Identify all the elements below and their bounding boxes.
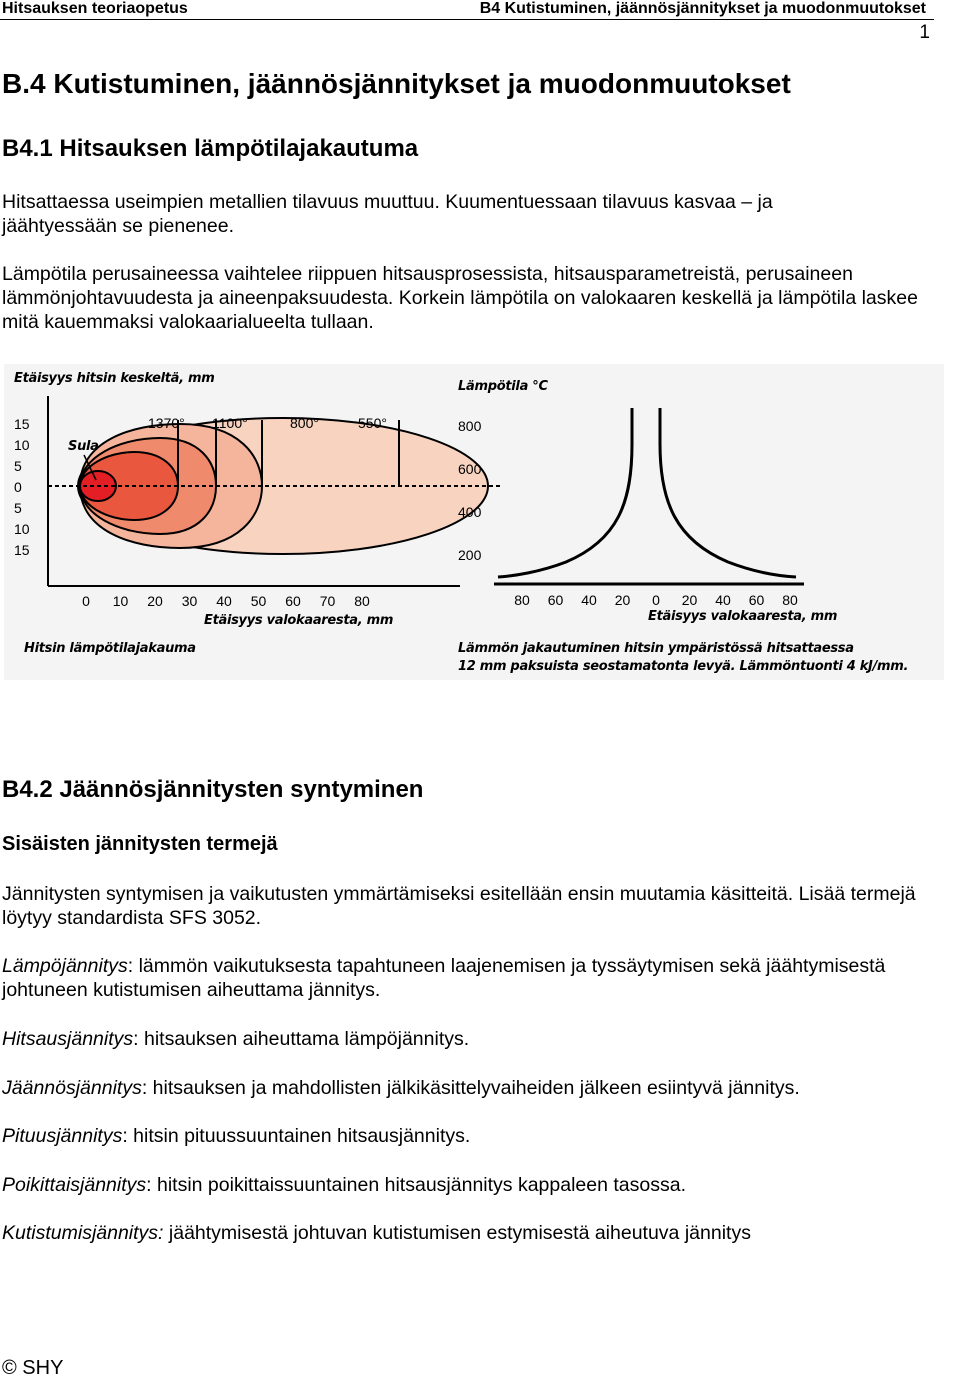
term-text: : hitsin pituussuuntainen hitsausjännitys. (122, 1125, 471, 1147)
section2-heading: B4.2 Jäännösjännitysten syntyminen (2, 776, 424, 803)
right-caption-line1: Lämmön jakautuminen hitsin ympäristössä hitsattaessa (458, 641, 854, 656)
term-name: Jäännösjännitys (2, 1077, 142, 1099)
right-x-tick: 0 (652, 592, 660, 608)
term-text: jäähtymisestä johtuvan kutistumisen estymisestä aiheutuva jännitys (163, 1222, 751, 1244)
left-x-ticks (82, 593, 370, 609)
term-definition (2, 1173, 952, 1197)
right-y-tick: 800 (458, 418, 482, 434)
page-number: 1 (919, 22, 930, 43)
left-y-tick: 5 (14, 500, 22, 516)
term-name: Hitsausjännitys (2, 1028, 134, 1050)
right-caption-line2: 12 mm paksuista seostamatonta levyä. Lämmöntuonti 4 kJ/mm. (458, 659, 909, 674)
section2-intro: Jännitysten syntymisen ja vaikutusten ymmärtämiseksi esitellään ensin muutamia käsitteitä. Lisää termejä löytyy standardista SFS 3052. (2, 883, 916, 929)
left-x-tick: 10 (112, 593, 129, 609)
term-text: : hitsin poikittaissuuntainen hitsausjännitys kappaleen tasossa. (146, 1174, 686, 1196)
right-x-axis-title: Etäisyys valokaaresta, mm (648, 609, 838, 624)
figure (0, 362, 960, 682)
left-x-axis-title: Etäisyys valokaaresta, mm (204, 613, 394, 628)
right-y-axis-title: Lämpötila °C (458, 379, 548, 394)
section2-subheading: Sisäisten jännitysten termejä (2, 833, 278, 855)
left-x-tick: 20 (147, 593, 163, 609)
term-definition (2, 1124, 952, 1148)
zone-label: 550° (358, 415, 387, 431)
term-definition (2, 1221, 952, 1245)
term-definition (2, 954, 952, 1002)
figure-svg (0, 362, 960, 682)
left-x-tick: 30 (181, 593, 198, 609)
header-right: B4 Kutistuminen, jäännösjännitykset ja muodonmuutokset (479, 0, 926, 17)
melt-label: Sula (68, 439, 99, 454)
term-definition (2, 1027, 952, 1051)
right-x-tick: 20 (614, 592, 631, 608)
left-x-tick: 60 (285, 593, 301, 609)
left-caption: Hitsin lämpötilajakauma (24, 641, 196, 656)
left-x-tick: 80 (354, 593, 370, 609)
term-name: Poikittaisjännitys (2, 1174, 147, 1196)
right-x-tick: 40 (581, 592, 597, 608)
term-name: Lämpöjännitys (2, 955, 128, 977)
right-y-tick: 400 (458, 504, 482, 520)
term-definition (2, 1076, 952, 1100)
left-y-tick: 5 (14, 458, 22, 474)
left-y-tick: 15 (14, 416, 30, 432)
term-text: : hitsauksen ja mahdollisten jälkikäsittelyvaiheiden jälkeen esiintyvä jännitys. (141, 1077, 800, 1099)
header-rule (0, 19, 934, 20)
right-x-tick: 40 (715, 592, 731, 608)
left-y-axis-title: Etäisyys hitsin keskeltä, mm (14, 371, 215, 386)
zone-label: 800° (290, 415, 319, 431)
left-x-tick: 50 (250, 593, 267, 609)
left-y-tick: 10 (14, 437, 30, 453)
term-text: : lämmön vaikutuksesta tapahtuneen laajenemisen ja tyssäytymisen sekä jäähtymisestä johtuneen kutistumisen aiheuttama jännitys. (2, 955, 886, 1001)
right-x-tick: 20 (681, 592, 698, 608)
left-y-tick: 10 (14, 521, 30, 537)
left-x-tick: 40 (216, 593, 232, 609)
footer-copyright: © SHY (2, 1357, 64, 1379)
term-name: Pituusjännitys (2, 1125, 123, 1147)
left-x-tick: 70 (319, 593, 336, 609)
zone-label: 1370° (148, 415, 185, 431)
right-x-tick: 60 (748, 592, 765, 608)
section1-heading: B4.1 Hitsauksen lämpötilajakautuma (2, 135, 419, 162)
right-x-ticks (514, 592, 798, 608)
page-title: B.4 Kutistuminen, jäännösjännitykset ja muodonmuutokset (2, 68, 791, 99)
zone-label: 1100° (212, 415, 248, 431)
right-y-tick: 600 (458, 461, 482, 477)
right-x-tick: 60 (547, 592, 564, 608)
term-name: Kutistumisjännitys: (2, 1222, 164, 1244)
header-left: Hitsauksen teoriaopetus (2, 0, 188, 17)
right-x-tick: 80 (782, 592, 798, 608)
section1-para2: Lämpötila perusaineessa vaihtelee riippuen hitsausprosessista, hitsausparametreistä, perusaineen lämmönjohtavuudesta ja aineenpaksuudesta. Korkein lämpötila on valokaaren keskellä ja lämpötila laskee mitä kauemmaksi valokaarialueelta tullaan. (2, 263, 918, 333)
term-text: : hitsauksen aiheuttama lämpöjännitys. (133, 1028, 470, 1050)
right-x-tick: 80 (514, 592, 530, 608)
left-x-tick: 0 (82, 593, 90, 609)
left-y-tick: 0 (14, 479, 22, 495)
left-y-tick: 15 (14, 542, 30, 558)
right-y-tick: 200 (458, 547, 482, 563)
section1-para1: Hitsattaessa useimpien metallien tilavuus muuttuu. Kuumentuessaan tilavuus kasvaa – ja jäähtyessään se pienenee. (2, 191, 773, 237)
